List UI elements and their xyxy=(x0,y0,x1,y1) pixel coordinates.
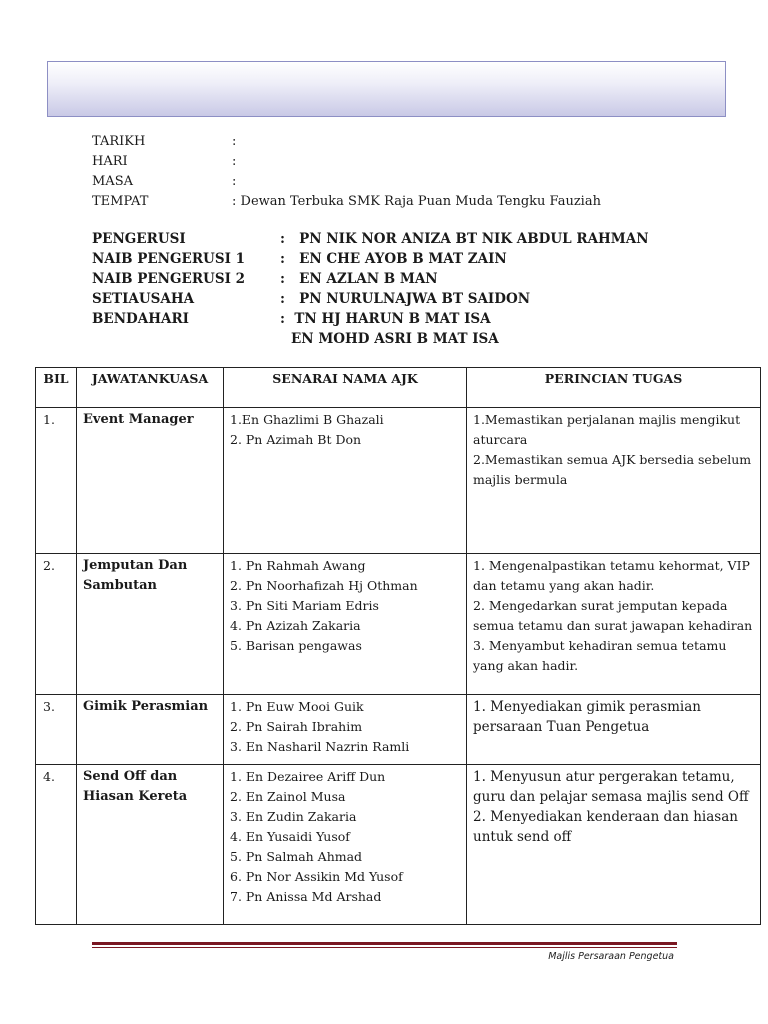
list-item: 3. En Nasharil Nazrin Ramli xyxy=(230,739,410,754)
footer-divider-thin xyxy=(92,947,677,948)
list-item: 2. Pn Azimah Bt Don xyxy=(230,432,362,447)
header-senarai: SENARAI NAMA AJK xyxy=(224,368,467,408)
committee-role: BENDAHARI xyxy=(92,311,189,327)
row-committee: Jemputan Dan Sambutan xyxy=(77,554,224,695)
committee-role: NAIB PENGERUSI 2 xyxy=(92,271,245,287)
table-row xyxy=(36,554,761,695)
list-item: 2. Pn Sairah Ibrahim xyxy=(230,719,363,734)
header-bil: BIL xyxy=(36,368,77,408)
committee-role: SETIAUSAHA xyxy=(92,291,195,307)
row-number: 2. xyxy=(36,554,77,695)
info-value: : xyxy=(232,174,237,189)
list-item: 2. En Zainol Musa xyxy=(230,789,346,804)
list-item: 1. Pn Rahmah Awang xyxy=(230,558,366,573)
info-label: TEMPAT xyxy=(92,194,149,209)
committee-person: : EN CHE AYOB B MAT ZAIN xyxy=(280,251,507,267)
list-item: 1. Menyusun atur pergerakan tetamu, guru dan pelajar semasa majlis send Off xyxy=(473,769,749,805)
footer-title: Majlis Persaraan Pengetua xyxy=(548,951,674,962)
title-banner xyxy=(47,61,726,117)
row-number: 3. xyxy=(36,695,77,765)
committee-person: : PN NIK NOR ANIZA BT NIK ABDUL RAHMAN xyxy=(280,231,649,247)
row-number: 4. xyxy=(36,765,77,925)
row-tasks xyxy=(467,695,761,765)
row-names xyxy=(224,554,467,695)
info-label: MASA xyxy=(92,174,133,189)
committee-person: : EN AZLAN B MAN xyxy=(280,271,438,287)
list-item: 1.En Ghazlimi B Ghazali xyxy=(230,412,384,427)
info-label: TARIKH xyxy=(92,134,146,149)
row-tasks xyxy=(467,408,761,554)
list-item: 2. Mengedarkan surat jemputan kepada semua tetamu dan surat jawapan kehadiran xyxy=(473,598,753,633)
row-names xyxy=(224,765,467,925)
header-jawatankuasa: JAWATANKUASA xyxy=(77,368,224,408)
row-tasks xyxy=(467,554,761,695)
committee-person: : PN NURULNAJWA BT SAIDON xyxy=(280,291,531,307)
committee-role: PENGERUSI xyxy=(92,231,186,247)
list-item: 6. Pn Nor Assikin Md Yusof xyxy=(230,869,403,884)
row-number: 1. xyxy=(36,408,77,554)
list-item: 1. Pn Euw Mooi Guik xyxy=(230,699,364,714)
header-perincian: PERINCIAN TUGAS xyxy=(467,368,761,408)
list-item: 2.Memastikan semua AJK bersedia sebelum majlis bermula xyxy=(473,452,752,487)
info-value: : xyxy=(232,154,237,169)
list-item: 3. En Zudin Zakaria xyxy=(230,809,357,824)
list-item: 1. Mengenalpastikan tetamu kehormat, VIP dan tetamu yang akan hadir. xyxy=(473,558,750,593)
list-item: 5. Barisan pengawas xyxy=(230,638,362,653)
info-value: : Dewan Terbuka SMK Raja Puan Muda Tengku Fauziah xyxy=(232,194,601,209)
list-item: 1. En Dezairee Ariff Dun xyxy=(230,769,386,784)
committee-person: EN MOHD ASRI B MAT ISA xyxy=(291,331,499,347)
list-item: 2. Pn Noorhafizah Hj Othman xyxy=(230,578,418,593)
row-committee: Event Manager xyxy=(77,408,224,554)
row-names xyxy=(224,695,467,765)
info-value: : xyxy=(232,134,237,149)
row-names xyxy=(224,408,467,554)
info-label: HARI xyxy=(92,154,128,169)
table-row xyxy=(36,695,761,765)
list-item: 7. Pn Anissa Md Arshad xyxy=(230,889,382,904)
table-row xyxy=(36,408,761,554)
list-item: 1.Memastikan perjalanan majlis mengikut aturcara xyxy=(473,412,741,447)
committee-person: : TN HJ HARUN B MAT ISA xyxy=(280,311,491,327)
footer-divider xyxy=(92,942,677,945)
committee-role: NAIB PENGERUSI 1 xyxy=(92,251,245,267)
row-committee: Send Off dan Hiasan Kereta xyxy=(77,765,224,925)
row-committee: Gimik Perasmian xyxy=(77,695,224,765)
list-item: 3. Menyambut kehadiran semua tetamu yang akan hadir. xyxy=(473,638,727,673)
list-item: 4. En Yusaidi Yusof xyxy=(230,829,350,844)
table-row xyxy=(36,765,761,925)
list-item: 3. Pn Siti Mariam Edris xyxy=(230,598,379,613)
ajk-table xyxy=(35,367,761,925)
list-item: 4. Pn Azizah Zakaria xyxy=(230,618,361,633)
list-item: 2. Menyediakan kenderaan dan hiasan untuk send off xyxy=(473,809,738,845)
table-header-row xyxy=(36,368,761,408)
list-item: 1. Menyediakan gimik perasmian persaraan Tuan Pengetua xyxy=(473,699,701,735)
row-tasks xyxy=(467,765,761,925)
list-item: 5. Pn Salmah Ahmad xyxy=(230,849,363,864)
